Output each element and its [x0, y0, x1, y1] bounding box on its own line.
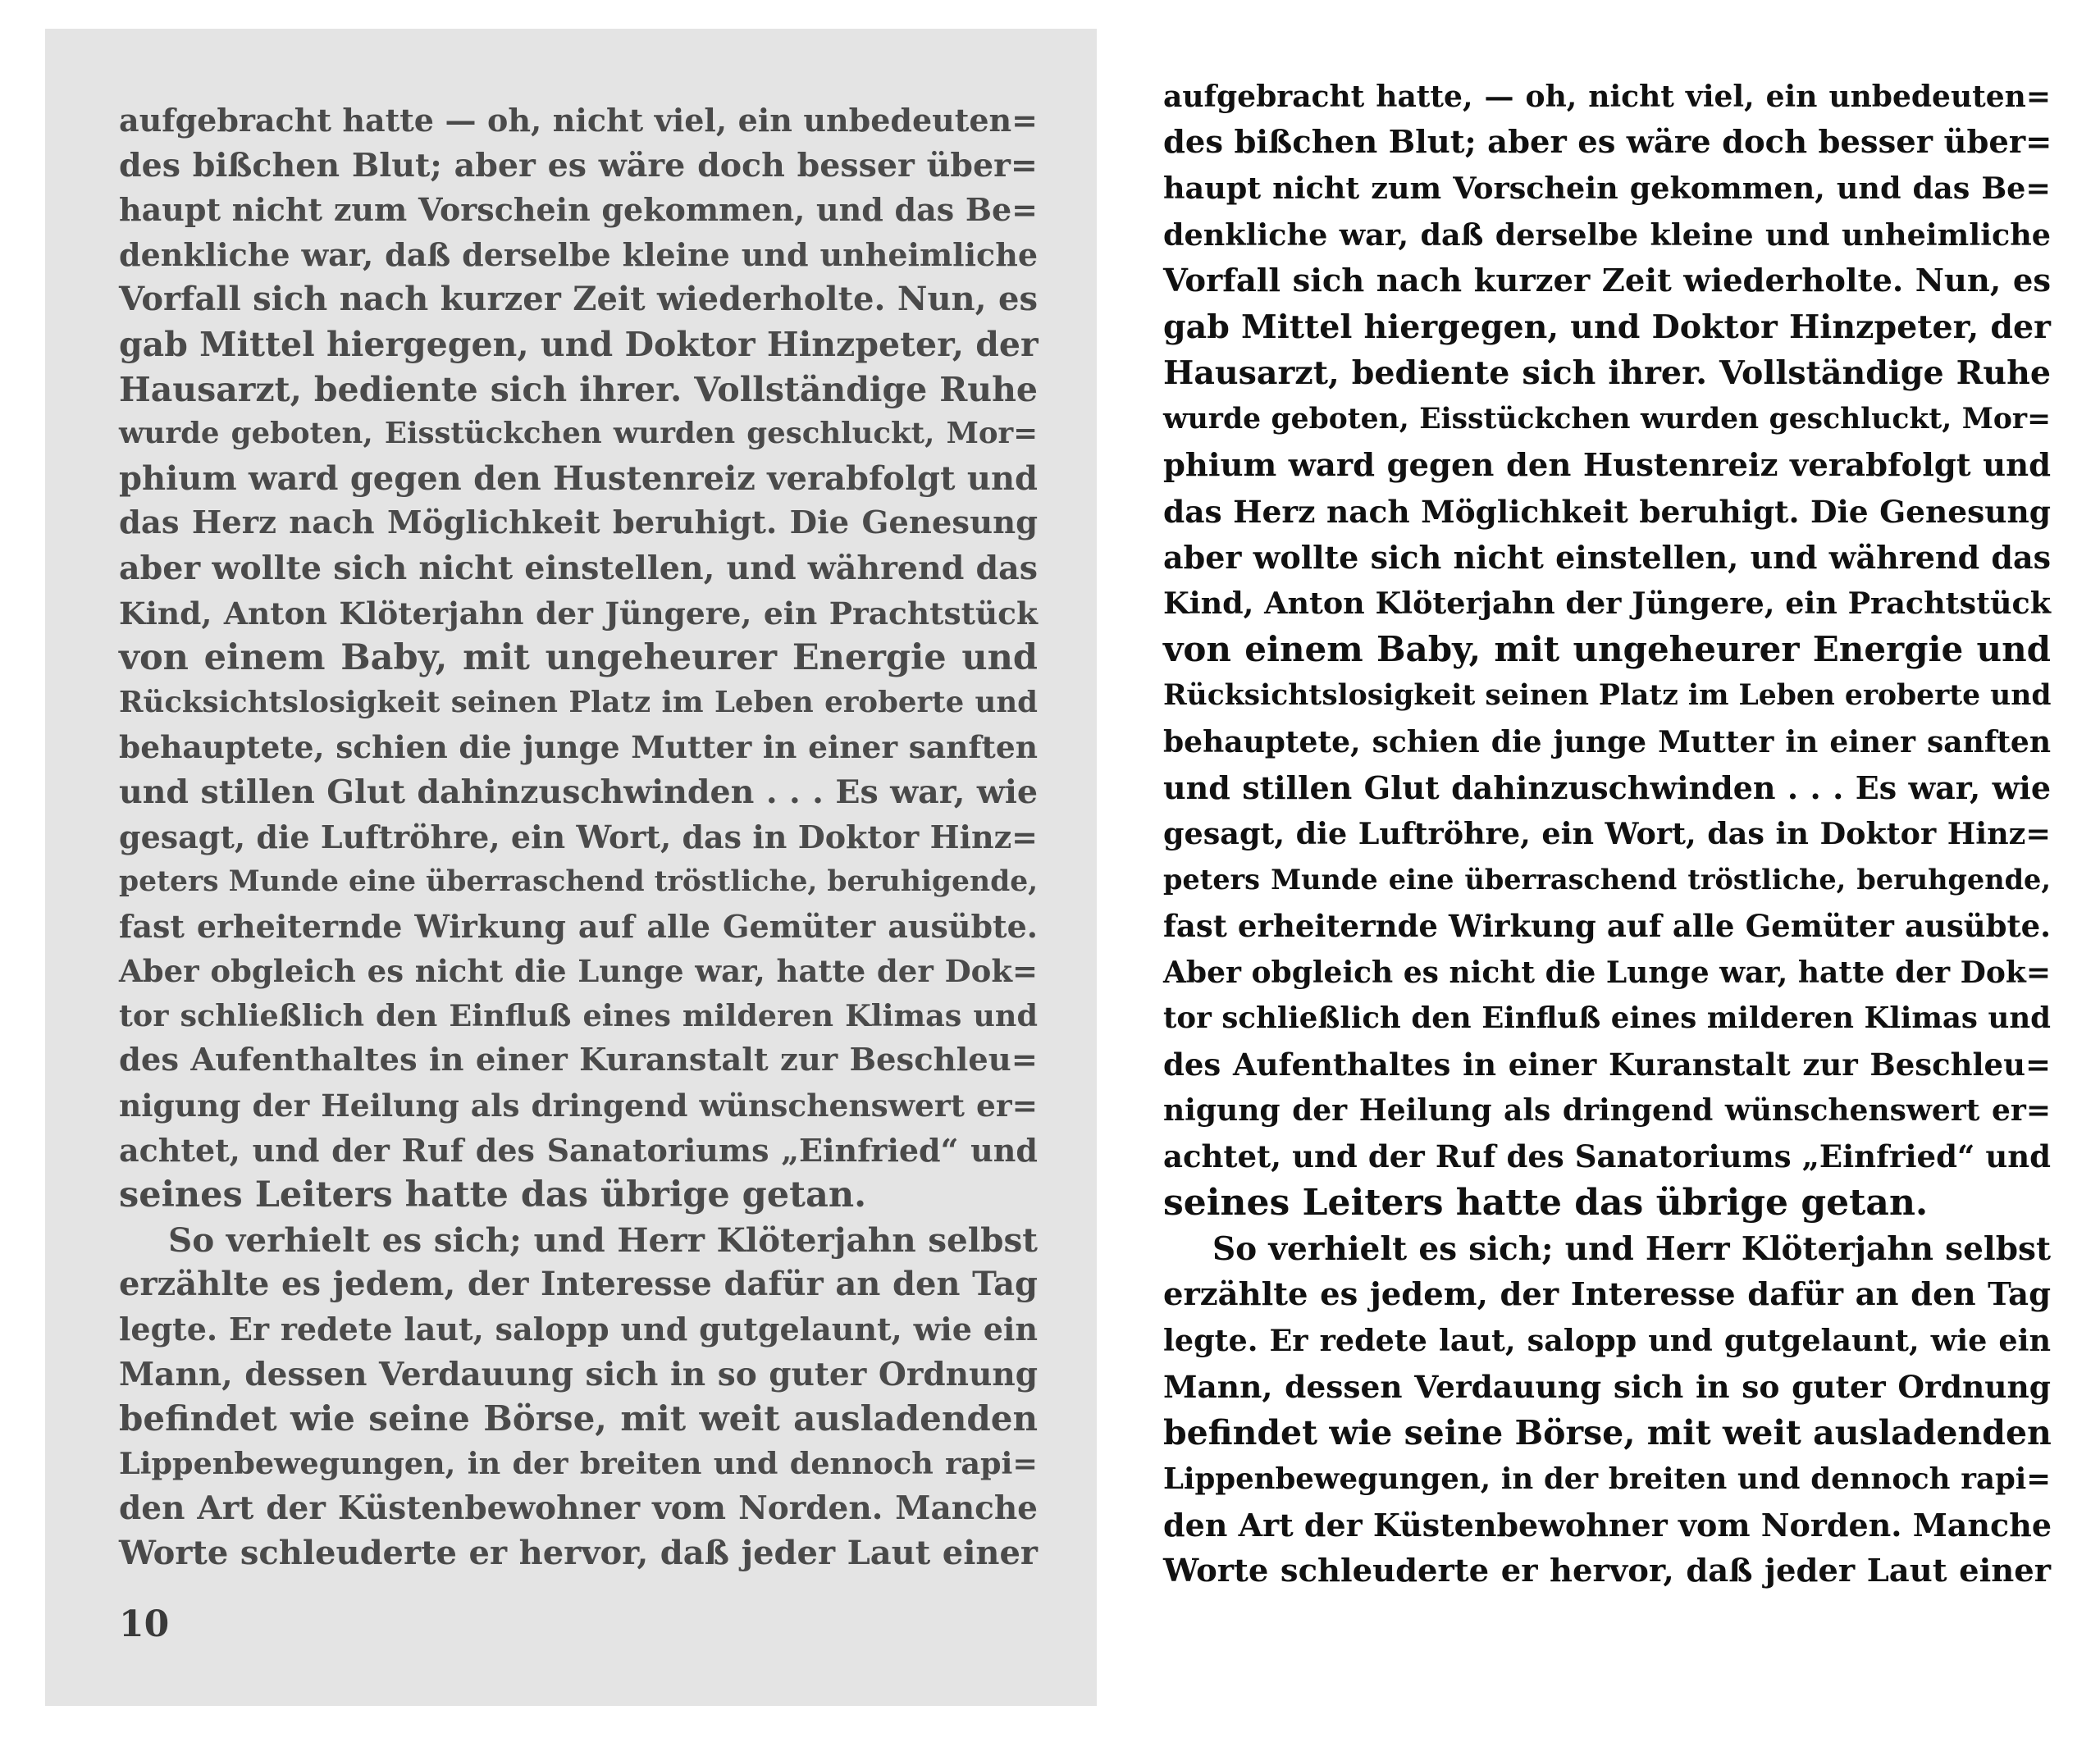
scan-line: Hausarzt, bediente sich ihrer. Vollständige Ruhe: [119, 369, 1038, 409]
scan-line: peters Munde eine überraschend tröstliche, beruhigende,: [119, 865, 1039, 899]
scan-line: des Aufenthaltes in einer Kuranstalt zur Beschleu=: [119, 1042, 1038, 1079]
scan-line: befindet wie seine Börse, mit weit ausladenden: [119, 1398, 1038, 1439]
scan-line: von einem Baby, mit ungeheurer Energie und: [119, 637, 1038, 679]
digital-transcription-text: [1163, 74, 2051, 1594]
scan-line: phium ward gegen den Hustenreiz verabfolgt und: [119, 458, 1038, 498]
digital-line: aber wollte sich nicht einstellen, und während das: [1163, 538, 2051, 576]
digital-line: tor schließlich den Einfluß eines milderen Klimas und: [1163, 1001, 2051, 1035]
scan-line: tor schließlich den Einfluß eines milderen Klimas und: [119, 997, 1038, 1033]
scanned-book-page: [45, 29, 1097, 1706]
digital-line: des bißchen Blut; aber es wäre doch besser über=: [1163, 124, 2052, 162]
digital-line: und stillen Glut dahinzuschwinden . . . Es war, wie: [1163, 768, 2051, 806]
scan-line: So verhielt es sich; und Herr Klöterjahn selbst: [168, 1220, 1038, 1260]
digital-line: seines Leiters hatte das übrige getan.: [1163, 1181, 1929, 1224]
digital-line: gesagt, die Luftröhre, ein Wort, das in Doktor Hinz=: [1163, 816, 2051, 851]
scan-line: aber wollte sich nicht einstellen, und während das: [119, 549, 1038, 587]
scan-line: fast erheiternde Wirkung auf alle Gemüter ausübte.: [119, 907, 1038, 945]
scan-line: nigung der Heilung als dringend wünschenswert er=: [119, 1088, 1038, 1124]
scan-line: des bißchen Blut; aber es wäre doch besser über=: [119, 146, 1038, 185]
digital-line: Lippenbewegungen, in der breiten und dennoch rapi=: [1163, 1462, 2051, 1496]
scan-line: gesagt, die Luftröhre, ein Wort, das in Doktor Hinz=: [119, 818, 1038, 855]
digital-line: So verhielt es sich; und Herr Klöterjahn selbst: [1212, 1229, 2051, 1268]
digital-line: Mann, dessen Verdauung sich in so guter Ordnung: [1163, 1369, 2051, 1406]
digital-line: des Aufenthaltes in einer Kuranstalt zur Beschleu=: [1163, 1046, 2051, 1083]
digital-line: aufgebracht hatte, — oh, nicht viel, ein unbedeuten=: [1163, 80, 2051, 114]
scan-line: erzählte es jedem, der Interesse dafür an den Tag: [119, 1265, 1038, 1304]
scan-line: Kind, Anton Klöterjahn der Jüngere, ein Prachtstück: [119, 595, 1038, 632]
scan-line: Lippenbewegungen, in der breiten und dennoch rapi=: [119, 1445, 1038, 1481]
scan-line: seines Leiters hatte das übrige getan.: [119, 1174, 867, 1216]
digital-line: befindet wie seine Börse, mit weit ausladenden: [1163, 1413, 2052, 1453]
digital-line: denkliche war, daß derselbe kleine und unheimliche: [1163, 217, 2051, 253]
digital-line: peters Munde eine überraschend tröstliche, beruhgende,: [1163, 864, 2051, 896]
scan-line: behauptete, schien die junge Mutter in einer sanften: [119, 729, 1038, 766]
scan-line: Vorfall sich nach kurzer Zeit wiederholte. Nun, es: [119, 280, 1038, 319]
digital-line: achtet, und der Ruf des Sanatoriums „Einfried“ und: [1163, 1138, 2051, 1175]
digital-line: behauptete, schien die junge Mutter in einer sanften: [1163, 724, 2051, 759]
digital-line: erzählte es jedem, der Interesse dafür an den Tag: [1163, 1275, 2051, 1313]
scan-line: Mann, dessen Verdauung sich in so guter Ordnung: [119, 1355, 1038, 1393]
digital-line: den Art der Küstenbewohner vom Norden. Manche: [1163, 1506, 2052, 1544]
digital-line: das Herz nach Möglichkeit beruhigt. Die Genesung: [1163, 493, 2051, 530]
scan-line: achtet, und der Ruf des Sanatoriums „Einfried“ und: [119, 1131, 1038, 1169]
scan-line: und stillen Glut dahinzuschwinden . . . Es war, wie: [119, 773, 1038, 811]
scan-line: legte. Er redete laut, salopp und gutgelaunt, wie ein: [119, 1311, 1038, 1348]
scan-line: das Herz nach Möglichkeit beruhigt. Die Genesung: [119, 504, 1038, 542]
digital-line: legte. Er redete laut, salopp und gutgelaunt, wie ein: [1163, 1323, 2051, 1359]
scan-line: Rücksichtslosigkeit seinen Platz im Leben eroberte und: [119, 685, 1038, 719]
page-number: 10: [119, 1603, 170, 1645]
scan-line: Aber obgleich es nicht die Lunge war, hatte der Dok=: [119, 953, 1038, 990]
digital-line: Kind, Anton Klöterjahn der Jüngere, ein Prachtstück: [1163, 586, 2051, 622]
scan-line: haupt nicht zum Vorschein gekommen, und das Be=: [119, 191, 1038, 229]
digital-line: Rücksichtslosigkeit seinen Platz im Leben eroberte und: [1163, 679, 2052, 713]
digital-line: Aber obgleich es nicht die Lunge war, hatte der Dok=: [1163, 955, 2051, 990]
digital-line: Hausarzt, bediente sich ihrer. Vollständige Ruhe: [1163, 354, 2051, 393]
scan-line: Worte schleuderte er hervor, daß jeder Laut einer: [119, 1534, 1038, 1572]
scan-line: wurde geboten, Eisstückchen wurden geschluckt, Mor=: [119, 417, 1038, 451]
digital-line: gab Mittel hiergegen, und Doktor Hinzpeter, der: [1163, 308, 2051, 346]
scan-line: denkliche war, daß derselbe kleine und unheimliche: [119, 235, 1038, 273]
digital-line: haupt nicht zum Vorschein gekommen, und das Be=: [1163, 171, 2051, 207]
scan-line: gab Mittel hiergegen, und Doktor Hinzpeter, der: [119, 324, 1039, 364]
digital-line: nigung der Heilung als dringend wünschenswert er=: [1163, 1093, 2051, 1129]
digital-line: fast erheiternde Wirkung auf alle Gemüter ausübte.: [1163, 908, 2051, 945]
digital-line: Vorfall sich nach kurzer Zeit wiederholte. Nun, es: [1163, 262, 2051, 299]
scan-line: aufgebracht hatte — oh, nicht viel, ein unbedeuten=: [119, 102, 1038, 139]
digital-line: wurde geboten, Eisstückchen wurden geschluckt, Mor=: [1163, 403, 2051, 436]
scanned-page-text: [119, 98, 1038, 1576]
scan-line: den Art der Küstenbewohner vom Norden. Manche: [119, 1489, 1038, 1528]
digital-line: Worte schleuderte er hervor, daß jeder Laut einer: [1163, 1553, 2051, 1589]
digital-line: von einem Baby, mit ungeheurer Energie und: [1163, 629, 2051, 670]
digital-line: phium ward gegen den Hustenreiz verabfolgt und: [1163, 446, 2051, 484]
